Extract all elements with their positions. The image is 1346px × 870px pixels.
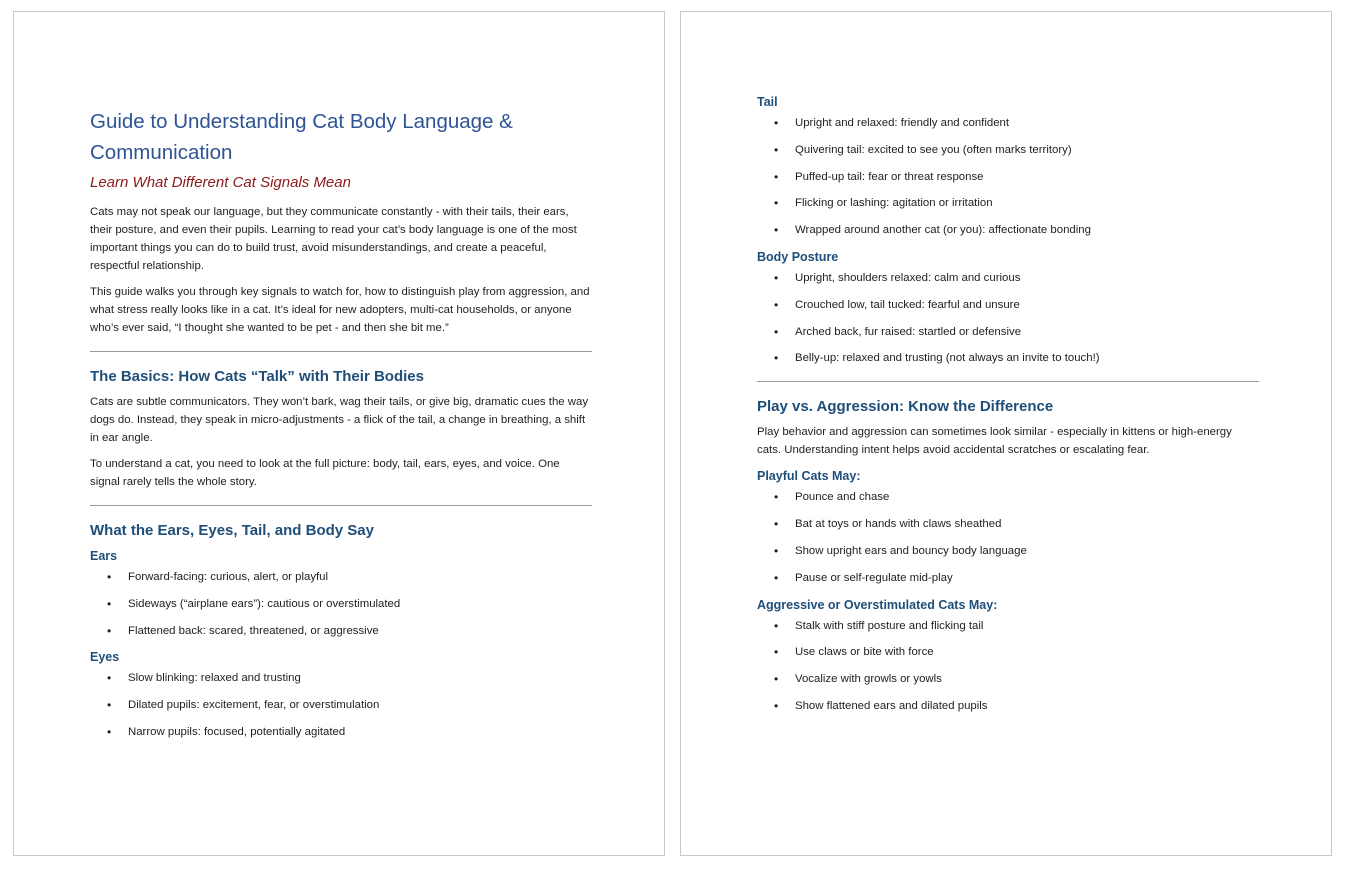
section-divider xyxy=(90,351,592,352)
list-item: • Pounce and chase xyxy=(757,488,1259,506)
eyes-list xyxy=(90,669,592,741)
play-paragraph: Play behavior and aggression can sometimes look similar - especially in kittens or high-energy cats. Understanding intent helps avoid accidental scratches or escalating fear. xyxy=(757,426,1232,457)
list-item: • Dilated pupils: excitement, fear, or overstimulation xyxy=(90,696,592,714)
play-heading: Play vs. Aggression: Know the Difference xyxy=(757,398,1054,416)
section-divider xyxy=(757,381,1259,382)
playful-list xyxy=(757,488,1259,586)
posture-subheading: Body Posture xyxy=(757,249,839,264)
posture-list xyxy=(757,269,1259,367)
list-item: • Show flattened ears and dilated pupils xyxy=(757,697,1259,715)
list-item: • Stalk with stiff posture and flicking tail xyxy=(757,617,1259,635)
ears-list xyxy=(90,568,592,640)
list-item: • Flicking or lashing: agitation or irritation xyxy=(757,194,1259,212)
list-item: • Puffed-up tail: fear or threat response xyxy=(757,168,1259,186)
intro-paragraph: This guide walks you through key signals to watch for, how to distinguish play from aggression, and what stress really looks like in a cat. It’s ideal for new adopters, multi-cat households, or anyone who’s ever said, “I thought she wanted to be pet - and then she bit me.” xyxy=(90,286,590,334)
aggressive-list xyxy=(757,617,1259,715)
list-item: • Forward-facing: curious, alert, or playful xyxy=(90,568,592,586)
list-item: • Show upright ears and bouncy body language xyxy=(757,542,1259,560)
tail-subheading: Tail xyxy=(757,95,778,109)
list-item: • Slow blinking: relaxed and trusting xyxy=(90,669,592,687)
playful-subheading: Playful Cats May: xyxy=(757,469,861,484)
list-item: • Arched back, fur raised: startled or defensive xyxy=(757,323,1259,341)
document-page-2 xyxy=(680,11,1332,856)
list-item: • Crouched low, tail tucked: fearful and unsure xyxy=(757,296,1259,314)
section-divider xyxy=(90,505,592,506)
list-item: • Sideways (“airplane ears”): cautious or overstimulated xyxy=(90,595,592,613)
list-item: • Use claws or bite with force xyxy=(757,643,1259,661)
ears-subheading: Ears xyxy=(90,549,118,563)
list-item: • Belly-up: relaxed and trusting (not always an invite to touch!) xyxy=(757,349,1259,367)
aggressive-subheading: Aggressive or Overstimulated Cats May: xyxy=(757,597,998,612)
intro-paragraph: Cats may not speak our language, but they communicate constantly - with their tails, their ears, their posture, and even their pupils. Learning to read your cat’s body language is one of the most important things you can do to build trust, avoid misunderstandings, and create a peaceful, respectful relationship. xyxy=(90,206,577,272)
list-item: • Vocalize with growls or yowls xyxy=(757,670,1259,688)
list-item: • Pause or self-regulate mid-play xyxy=(757,569,1259,587)
list-item: • Quivering tail: excited to see you (often marks territory) xyxy=(757,141,1259,159)
page-1-content xyxy=(90,106,592,750)
eyes-subheading: Eyes xyxy=(90,650,120,665)
tail-list xyxy=(757,114,1259,239)
list-item: • Upright, shoulders relaxed: calm and curious xyxy=(757,269,1259,287)
document-title: Guide to Understanding Cat Body Language & Communication xyxy=(90,110,513,164)
signals-heading: What the Ears, Eyes, Tail, and Body Say xyxy=(90,522,374,539)
basics-paragraph: To understand a cat, you need to look at the full picture: body, tail, ears, eyes, and voice. One signal rarely tells the whole story. xyxy=(90,458,560,488)
list-item: • Flattened back: scared, threatened, or aggressive xyxy=(90,622,592,640)
basics-paragraph: Cats are subtle communicators. They won’t bark, wag their tails, or give big, dramatic cues the way dogs do. Instead, they speak in micro-adjustments - a flick of the tail, a change in breathing, a shift in ear angle. xyxy=(90,396,589,444)
list-item: • Wrapped around another cat (or you): affectionate bonding xyxy=(757,221,1259,239)
document-subtitle: Learn What Different Cat Signals Mean xyxy=(90,174,351,191)
basics-heading: The Basics: How Cats “Talk” with Their Bodies xyxy=(90,368,424,385)
list-item: • Bat at toys or hands with claws sheathed xyxy=(757,515,1259,533)
list-item: • Narrow pupils: focused, potentially agitated xyxy=(90,723,592,741)
page-2-content xyxy=(757,89,1259,724)
list-item: • Upright and relaxed: friendly and confident xyxy=(757,114,1259,132)
document-page-1 xyxy=(13,11,665,856)
